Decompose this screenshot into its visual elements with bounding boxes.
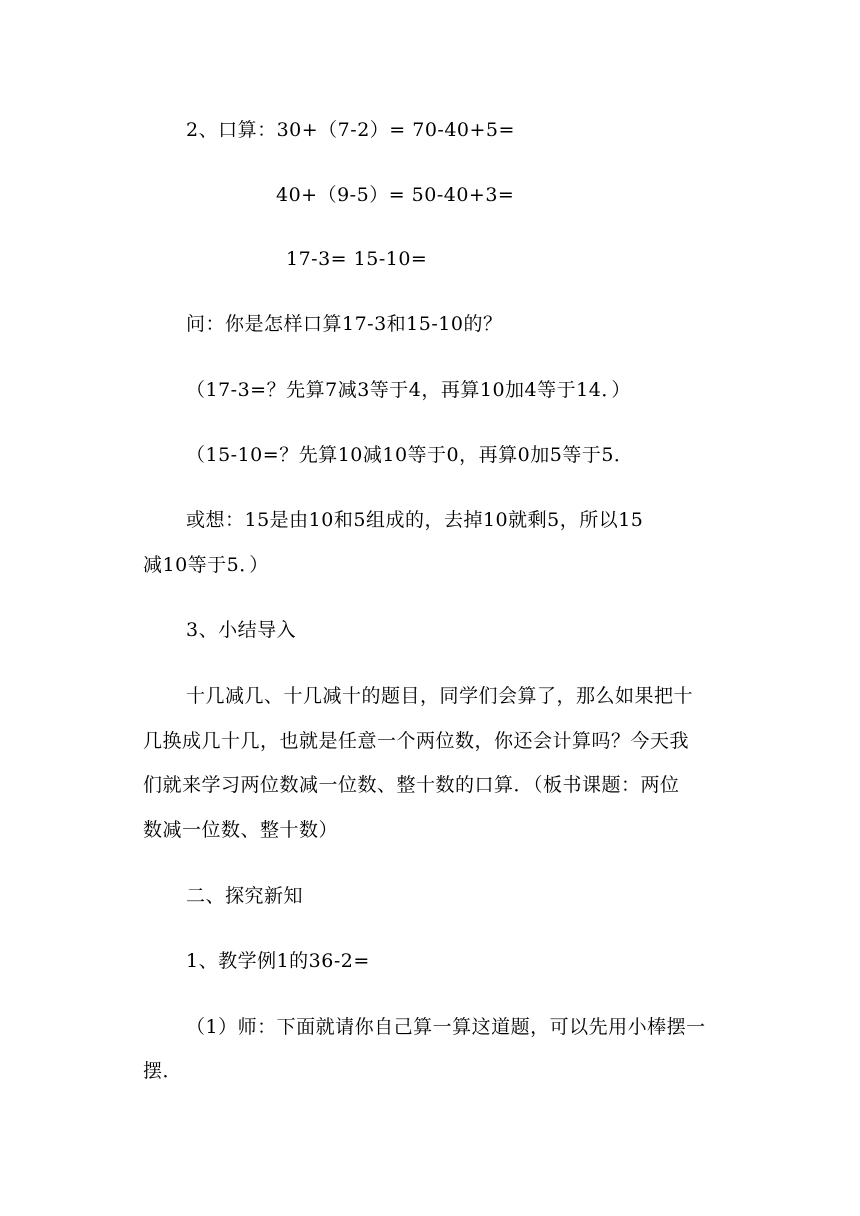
answer-17-3-line: （17-3=？先算7减3等于4，再算10加4等于14．） — [186, 379, 631, 401]
summary-para-line-4: 数减一位数、整十数） — [143, 819, 339, 841]
summary-para-line-1: 十几减几、十几减十的题目，同学们会算了，那么如果把十 — [186, 685, 694, 707]
answer-15-10-line: （15-10=？先算10减10等于0，再算0加5等于5． — [186, 444, 634, 466]
oral-calc-line-2: 40+（9-5）= 50-40+3= — [276, 184, 515, 206]
summary-para-line-2: 几换成几十几，也就是任意一个两位数，你还会计算吗？今天我 — [143, 730, 690, 752]
alternative-thought-cont: 减10等于5．） — [143, 554, 269, 576]
teacher-instruction-line-1: （1）师：下面就请你自己算一算这道题，可以先用小棒摆一 — [186, 1016, 706, 1038]
summary-para-line-3: 们就来学习两位数减一位数、整十数的口算．（板书课题：两位 — [143, 774, 680, 796]
oral-calc-line-3: 17-3= 15-10= — [286, 248, 428, 270]
oral-calc-line-1: 2、口算：30+（7-2）= 70-40+5= — [186, 119, 515, 141]
example-1-heading: 1、教学例1的36-2= — [186, 950, 370, 972]
alternative-thought-line: 或想：15是由10和5组成的，去掉10就剩5，所以15 — [186, 509, 644, 531]
section-two-heading: 二、探究新知 — [186, 885, 304, 907]
teacher-instruction-line-2: 摆． — [143, 1060, 183, 1082]
question-line: 问：你是怎样口算17-3和15-10的？ — [186, 313, 503, 335]
section-3-heading: 3、小结导入 — [186, 619, 297, 641]
